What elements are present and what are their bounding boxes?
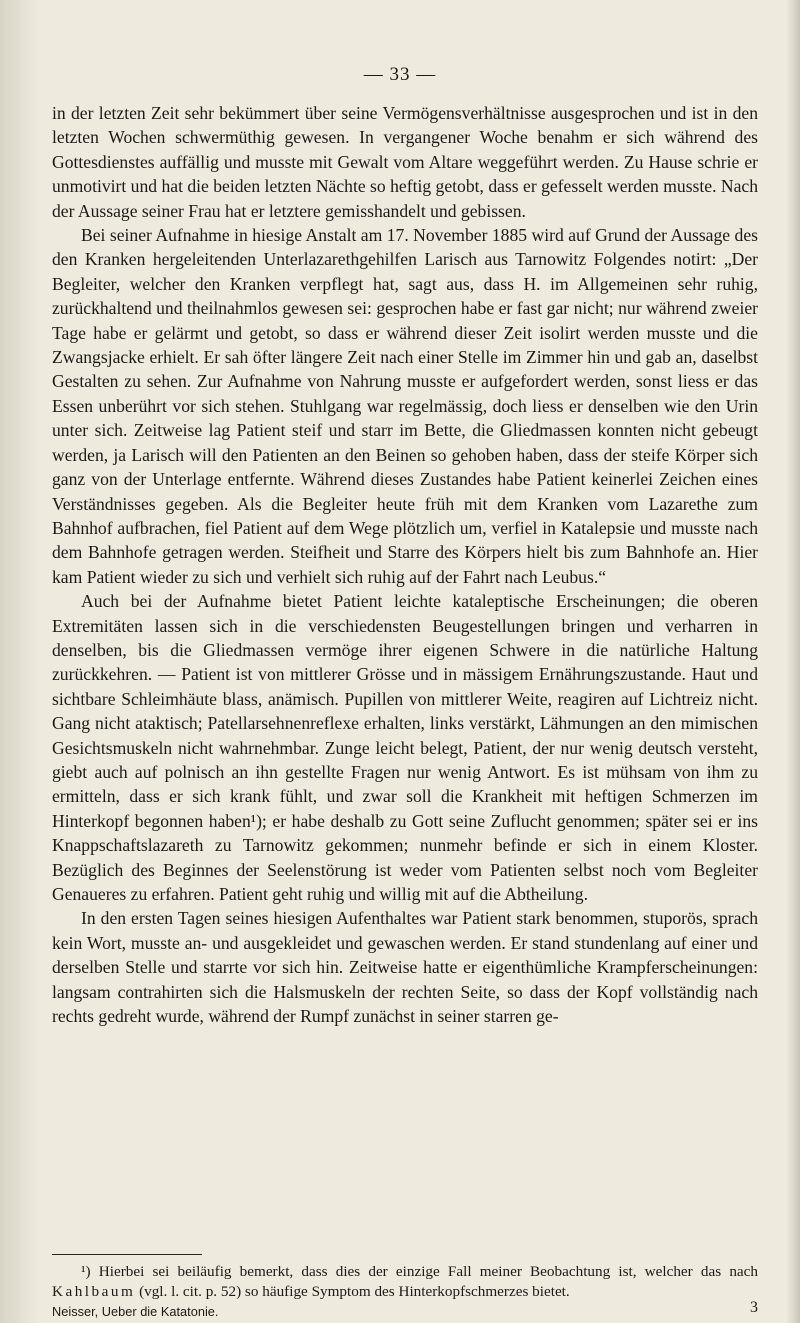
footnote-author-name: Kahlbaum: [52, 1283, 136, 1301]
page-left-edge-shadow: [0, 0, 38, 1323]
printer-signature-line: [52, 1299, 758, 1321]
paragraph-1: in der letzten Zeit sehr bekümmert über seine Vermögensverhältnisse ausgesprochen und ist in den letzten Wochen schwermüthig gewesen. In vergangener Woche benahm er sich während des Gottesdienstes auffällig und musste mit Gewalt vom Altare weggeführt werden. Zu Hause schrie er unmotivirt und hat die beiden letzten Nächte so heftig getobt, dass er gefesselt werden musste. Nach der Aussage seiner Frau hat er letztere gemisshandelt und gebissen.: [52, 103, 758, 221]
sheet-number: 3: [750, 1299, 758, 1316]
page-right-edge-shadow: [786, 0, 800, 1323]
footnote-text-end: (vgl. l. cit. p. 52) so häufige Symptom des Hinterkopfschmerzes bietet.: [135, 1283, 570, 1301]
signature-mark: Neisser, Ueber die Katatonie.: [52, 1304, 219, 1319]
paragraph-3: Auch bei der Aufnahme bietet Patient leichte kataleptische Erscheinungen; die oberen Extremitäten lassen sich in die verschiedensten Beugestellungen bringen und verharren in denselben, bis die Gliedmassen vermöge ihrer eigenen Schwere in die natürliche Haltung zurückkehren. — Patient ist von mittlerer Grösse und in mässigem Ernährungszustande. Haut und sichtbare Schleimhäute blass, anämisch. Pupillen von mittlerer Weite, reagiren auf Lichtreiz nicht. Gang nicht ataktisch; Patellarsehnenreflexe erhalten, links verstärkt, Lähmungen an den mimischen Gesichtsmuskeln nicht wahrnehmbar. Zunge leicht belegt, Patient, der nur wenig deutsch versteht, giebt auch auf polnisch an ihn gestellte Fragen nur wenig Antwort. Es ist mühsam von ihm zu ermitteln, dass er sich krank fühlt, und zwar soll die Krankheit mit heftigen Schmerzen im Hinterkopf begonnen haben¹); er habe deshalb zu Gott seine Zuflucht genommen; später sei er ins Knappschaftslazareth zu Tarnowitz gekommen; nunmehr befinde er sich in einem Kloster. Bezüglich des Beginnes der Seelenstörung ist weder vom Patienten selbst noch vom Begleiter Genaueres zu erfahren. Patient geht ruhig und willig mit auf die Abtheilung.: [52, 591, 758, 904]
paragraph-4: In den ersten Tagen seines hiesigen Aufenthaltes war Patient stark benommen, stuporös, sprach kein Wort, musste an- und ausgekleidet und gewaschen werden. Er stand stundenlang auf einer und derselben Stelle und starrte vor sich hin. Zeitweise hatte er eigenthümliche Krampferscheinungen: langsam contrahirten sich die Halsmuskeln der rechten Seite, so dass der Kopf vollständig nach rechts gedreht wurde, während der Rumpf zunächst in seiner starren ge-: [52, 908, 758, 1027]
paragraph-2: Bei seiner Aufnahme in hiesige Anstalt am 17. November 1885 wird auf Grund der Aussage des den Kranken hergeleitenden Unterlazarethgehilfen Larisch aus Tarnowitz Folgendes notirt: „Der Begleiter, welcher den Kranken verpflegt hat, sagt aus, dass H. im Allgemeinen sehr ruhig, zurückhaltend und theilnahmlos gewesen sei: gesprochen habe er fast gar nicht; nur während zweier Tage habe er gelärmt und getobt, so dass er während dieser Zeit isolirt werden musste und die Zwangsjacke erhielt. Er sah öfter längere Zeit nach einer Stelle im Zimmer hin und gab an, daselbst Gestalten zu sehen. Zur Aufnahme von Nahrung musste er aufgefordert werden, sonst liess er das Essen unberührt vor sich stehen. Stuhlgang war regelmässig, doch liess er denselben wie den Urin unter sich. Zeitweise lag Patient steif und starr im Bette, die Gliedmassen konnten nicht gebeugt werden, ja Larisch will den Patienten an den Beinen so gehoben haben, dass der steife Körper sich ganz von der Unterlage entfernte. Während dieses Zustandes habe Patient keinerlei Zeichen eines Verständnisses gegeben. Als die Begleiter heute früh mit dem Kranken vom Lazarethe zum Bahnhof aufbrachen, fiel Patient auf dem Wege plötzlich um, verfiel in Katalepsie und musste nach dem Bahnhofe getragen werden. Steifheit und Starre des Körpers hielt bis zum Bahnhofe an. Hier kam Patient wieder zu sich und verhielt sich ruhig auf der Fahrt nach Leubus.“: [52, 225, 758, 587]
footnotes: [52, 1262, 758, 1303]
page-number: — 33 —: [363, 64, 437, 85]
footnote-divider: [52, 1254, 202, 1255]
footnote-text-start: ¹) Hierbei sei beiläufig bemerkt, dass dies der einzige Fall meiner Beobachtung ist, welcher das nach: [81, 1263, 758, 1280]
body-text: [52, 101, 758, 1028]
footnote-1: [52, 1262, 758, 1303]
